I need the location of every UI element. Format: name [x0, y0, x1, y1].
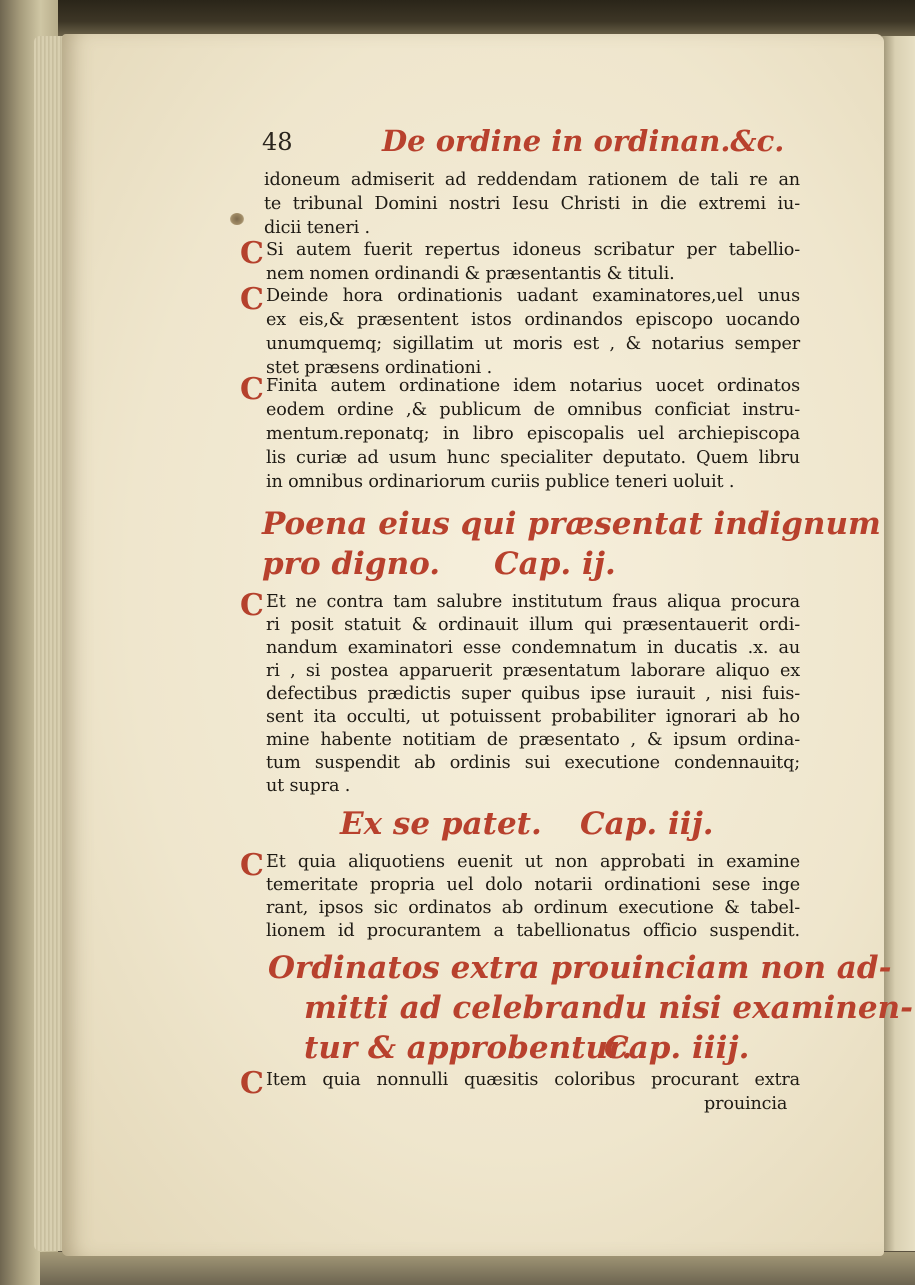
- chapter-heading: mitti ad celebrandu nisi examinen-: [304, 990, 913, 1026]
- text-line: te tribunal Domini nostri Iesu Christi in die extremi iu-: [264, 194, 800, 214]
- text-line: unumquemq; sigillatim ut moris est , & notarius semper: [266, 334, 800, 354]
- chapter-number: Cap. ij.: [494, 546, 616, 582]
- chapter-number: Cap. iij.: [580, 806, 714, 842]
- text-line: Finita autem ordinatione idem notarius uocet ordinatos: [266, 376, 800, 396]
- bottom-edge: [40, 1252, 915, 1285]
- text-line: defectibus prædictis super quibus ipse iurauit , nisi fuis-: [266, 684, 800, 704]
- catchword: prouincia: [704, 1094, 788, 1114]
- text-line: ex eis,& præsentent istos ordinandos episcopo uocando: [266, 310, 800, 330]
- text-line: tum suspendit ab ordinis sui executione condennauitq;: [266, 753, 800, 773]
- text-line: nem nomen ordinandi & præsentantis & tituli.: [266, 264, 675, 284]
- text-line: ut supra .: [266, 776, 351, 796]
- text-line: Et ne contra tam salubre institutum fraus aliqua procura: [266, 592, 800, 612]
- pilcrow-mark: C: [240, 236, 264, 271]
- pilcrow-mark: C: [240, 372, 264, 407]
- text-line: lis curiæ ad usum hunc specialiter deputato. Quem libru: [266, 448, 800, 468]
- text-line: mentum.reponatq; in libro episcopalis uel archiepiscopa: [266, 424, 800, 444]
- ink-stain: [230, 213, 244, 225]
- text-line: Et quia aliquotiens euenit ut non approbati in examine: [266, 852, 800, 872]
- text-line: stet præsens ordinationi .: [266, 358, 493, 378]
- page-number: 48: [262, 128, 293, 156]
- running-title: De ordine in ordinan.&c.: [382, 124, 785, 158]
- text-line: idoneum admiserit ad reddendam rationem de tali re an: [264, 170, 800, 190]
- text-line: nandum examinatori esse condemnatum in ducatis .x. au: [266, 638, 800, 658]
- text-line: rant, ipsos sic ordinatos ab ordinum executione & tabel-: [266, 898, 800, 918]
- chapter-heading: Ex se patet.: [340, 806, 542, 842]
- chapter-heading: pro digno.: [262, 546, 441, 582]
- text-line: mine habente notitiam de præsentato , & ipsum ordina-: [266, 730, 800, 750]
- text-line: Item quia nonnulli quæsitis coloribus procurant extra: [266, 1070, 800, 1090]
- text-line: dicii teneri .: [264, 218, 370, 238]
- pilcrow-mark: C: [240, 588, 264, 623]
- text-line: Deinde hora ordinationis uadant examinatores,uel unus: [266, 286, 800, 306]
- text-line: ri posit statuit & ordinauit illum qui præsentauerit ordi-: [266, 615, 800, 635]
- text-line: temeritate propria uel dolo notarii ordinationi sese inge: [266, 875, 800, 895]
- chapter-heading: Poena eius qui præsentat indignum: [262, 506, 881, 542]
- chapter-number: Cap. iiij.: [604, 1030, 750, 1066]
- chapter-heading: Ordinatos extra prouinciam non ad-: [268, 950, 892, 986]
- text-line: eodem ordine ,& publicum de omnibus conficiat instru-: [266, 400, 800, 420]
- pilcrow-mark: C: [240, 282, 264, 317]
- pilcrow-mark: C: [240, 848, 264, 883]
- pilcrow-mark: C: [240, 1066, 264, 1101]
- text-line: in omnibus ordinariorum curiis publice teneri uoluit .: [266, 472, 735, 492]
- facing-page-edge: [882, 36, 915, 1251]
- text-line: ri , si postea apparuerit præsentatum laborare aliquo ex: [266, 661, 800, 681]
- text-line: Si autem fuerit repertus idoneus scribatur per tabellio-: [266, 240, 800, 260]
- chapter-heading: tur & approbentur.: [304, 1030, 633, 1066]
- text-line: lionem id procurantem a tabellionatus officio suspendit.: [266, 921, 800, 941]
- top-shadow: [0, 0, 915, 36]
- text-line: sent ita occulti, ut potuissent probabiliter ignorari ab ho: [266, 707, 800, 727]
